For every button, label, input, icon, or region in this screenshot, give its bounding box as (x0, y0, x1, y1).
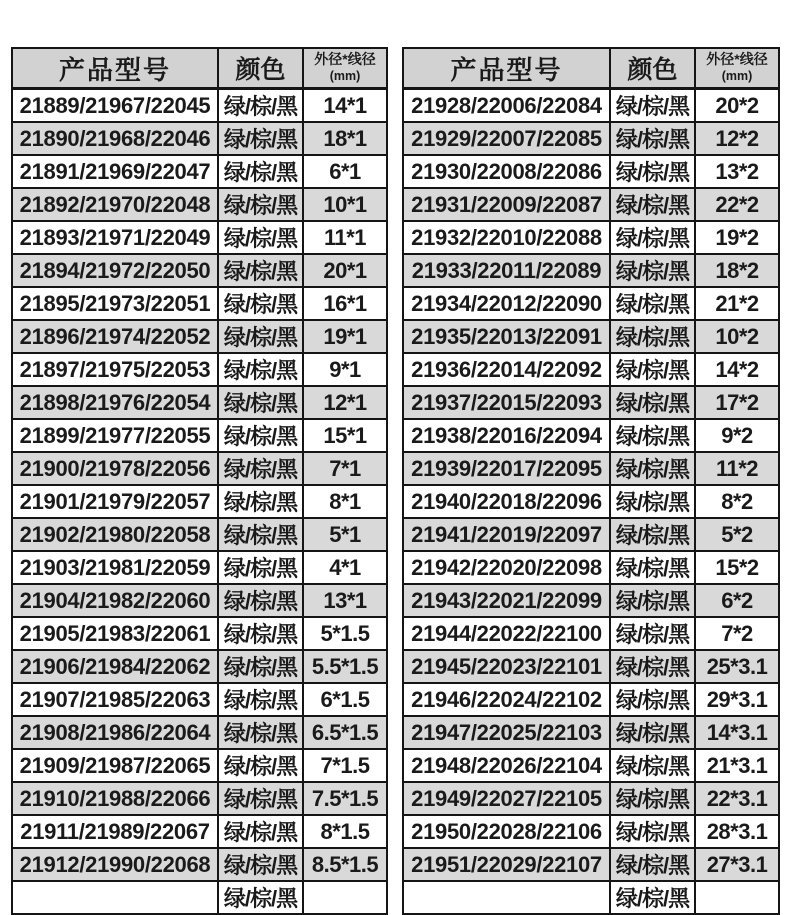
table-row (403, 650, 779, 683)
model-cell: 21936/22014/22092 (403, 353, 610, 386)
size-cell: 25*3.1 (695, 650, 779, 683)
color-cell: 绿/棕/黑 (610, 518, 695, 551)
table-row (12, 848, 387, 881)
size-cell: 14*2 (695, 353, 779, 386)
header-product-model: 产品型号 (12, 48, 218, 89)
model-cell: 21938/22016/22094 (403, 419, 610, 452)
size-cell: 11*1 (303, 221, 387, 254)
size-cell: 12*1 (303, 386, 387, 419)
color-cell: 绿/棕/黑 (218, 353, 303, 386)
color-cell: 绿/棕/黑 (610, 749, 695, 782)
size-cell: 9*2 (695, 419, 779, 452)
table-row (12, 89, 387, 123)
color-cell: 绿/棕/黑 (218, 518, 303, 551)
color-cell: 绿/棕/黑 (218, 881, 303, 914)
table-row (403, 188, 779, 221)
model-cell: 21900/21978/22056 (12, 452, 218, 485)
table-row (12, 782, 387, 815)
table-row (12, 617, 387, 650)
size-cell: 19*2 (695, 221, 779, 254)
size-cell: 28*3.1 (695, 815, 779, 848)
model-cell: 21912/21990/22068 (12, 848, 218, 881)
size-cell: 27*3.1 (695, 848, 779, 881)
color-cell: 绿/棕/黑 (218, 584, 303, 617)
size-cell: 10*1 (303, 188, 387, 221)
size-cell: 13*2 (695, 155, 779, 188)
size-cell: 7*2 (695, 617, 779, 650)
color-cell: 绿/棕/黑 (610, 122, 695, 155)
color-cell: 绿/棕/黑 (610, 452, 695, 485)
model-cell: 21899/21977/22055 (12, 419, 218, 452)
table-row (403, 518, 779, 551)
color-cell: 绿/棕/黑 (218, 221, 303, 254)
color-cell: 绿/棕/黑 (610, 617, 695, 650)
table-row (403, 155, 779, 188)
header-color: 颜色 (610, 48, 695, 89)
color-cell: 绿/棕/黑 (610, 419, 695, 452)
color-cell: 绿/棕/黑 (610, 221, 695, 254)
table-row (12, 749, 387, 782)
model-cell: 21940/22018/22096 (403, 485, 610, 518)
model-cell: 21928/22006/22084 (403, 89, 610, 123)
model-cell: 21910/21988/22066 (12, 782, 218, 815)
table-row (403, 815, 779, 848)
size-cell: 14*3.1 (695, 716, 779, 749)
model-cell: 21939/22017/22095 (403, 452, 610, 485)
color-cell: 绿/棕/黑 (610, 584, 695, 617)
size-cell: 6.5*1.5 (303, 716, 387, 749)
color-cell: 绿/棕/黑 (218, 89, 303, 123)
size-cell: 8*1.5 (303, 815, 387, 848)
table-row (403, 749, 779, 782)
color-cell: 绿/棕/黑 (610, 320, 695, 353)
color-cell: 绿/棕/黑 (610, 155, 695, 188)
color-cell: 绿/棕/黑 (218, 122, 303, 155)
model-cell: 21895/21973/22051 (12, 287, 218, 320)
color-cell: 绿/棕/黑 (610, 386, 695, 419)
model-cell: 21948/22026/22104 (403, 749, 610, 782)
table-row (12, 419, 387, 452)
header-row (403, 48, 779, 89)
color-cell: 绿/棕/黑 (218, 749, 303, 782)
model-cell: 21905/21983/22061 (12, 617, 218, 650)
header-color: 颜色 (218, 48, 303, 89)
table-row (403, 782, 779, 815)
color-cell: 绿/棕/黑 (218, 419, 303, 452)
color-cell: 绿/棕/黑 (218, 716, 303, 749)
color-cell: 绿/棕/黑 (218, 386, 303, 419)
color-cell: 绿/棕/黑 (610, 716, 695, 749)
size-cell: 13*1 (303, 584, 387, 617)
size-cell: 22*3.1 (695, 782, 779, 815)
size-cell (303, 881, 387, 914)
size-cell: 16*1 (303, 287, 387, 320)
table-row (12, 386, 387, 419)
size-cell: 7*1 (303, 452, 387, 485)
model-cell: 21935/22013/22091 (403, 320, 610, 353)
model-cell: 21897/21975/22053 (12, 353, 218, 386)
color-cell: 绿/棕/黑 (610, 353, 695, 386)
color-cell: 绿/棕/黑 (610, 815, 695, 848)
size-cell: 22*2 (695, 188, 779, 221)
color-cell: 绿/棕/黑 (610, 188, 695, 221)
table-row (12, 155, 387, 188)
table-row (12, 716, 387, 749)
color-cell: 绿/棕/黑 (610, 485, 695, 518)
color-cell: 绿/棕/黑 (218, 485, 303, 518)
size-cell: 21*3.1 (695, 749, 779, 782)
header-od-wire-diameter (303, 48, 387, 89)
color-cell: 绿/棕/黑 (218, 551, 303, 584)
table-row (12, 122, 387, 155)
color-cell: 绿/棕/黑 (610, 89, 695, 123)
color-cell: 绿/棕/黑 (218, 848, 303, 881)
model-cell: 21906/21984/22062 (12, 650, 218, 683)
size-cell: 5.5*1.5 (303, 650, 387, 683)
model-cell: 21950/22028/22106 (403, 815, 610, 848)
model-cell: 21908/21986/22064 (12, 716, 218, 749)
size-cell: 8.5*1.5 (303, 848, 387, 881)
table-row (12, 353, 387, 386)
model-cell: 21930/22008/22086 (403, 155, 610, 188)
model-cell: 21896/21974/22052 (12, 320, 218, 353)
table-row (12, 188, 387, 221)
table-row (403, 89, 779, 123)
model-cell: 21944/22022/22100 (403, 617, 610, 650)
color-cell: 绿/棕/黑 (610, 287, 695, 320)
color-cell: 绿/棕/黑 (610, 782, 695, 815)
table-row (403, 254, 779, 287)
table-row (403, 485, 779, 518)
table-row (12, 815, 387, 848)
table-row (12, 584, 387, 617)
size-cell: 18*2 (695, 254, 779, 287)
table-row (403, 320, 779, 353)
spec-table-right (402, 47, 780, 915)
model-cell (403, 881, 610, 914)
model-cell: 21951/22029/22107 (403, 848, 610, 881)
model-cell: 21946/22024/22102 (403, 683, 610, 716)
color-cell: 绿/棕/黑 (610, 254, 695, 287)
table-row (403, 353, 779, 386)
model-cell: 21932/22010/22088 (403, 221, 610, 254)
color-cell: 绿/棕/黑 (610, 650, 695, 683)
table-row (403, 122, 779, 155)
model-cell: 21892/21970/22048 (12, 188, 218, 221)
model-cell: 21949/22027/22105 (403, 782, 610, 815)
table-row (12, 254, 387, 287)
table-body-left (12, 89, 387, 915)
size-cell: 20*2 (695, 89, 779, 123)
header-product-model: 产品型号 (403, 48, 610, 89)
color-cell: 绿/棕/黑 (610, 683, 695, 716)
size-cell: 10*2 (695, 320, 779, 353)
model-cell: 21945/22023/22101 (403, 650, 610, 683)
size-cell: 15*1 (303, 419, 387, 452)
model-cell: 21889/21967/22045 (12, 89, 218, 123)
header-size-label: 外径*线径 (706, 51, 768, 68)
size-cell: 15*2 (695, 551, 779, 584)
color-cell: 绿/棕/黑 (218, 782, 303, 815)
size-cell: 7.5*1.5 (303, 782, 387, 815)
model-cell: 21891/21969/22047 (12, 155, 218, 188)
size-cell (695, 881, 779, 914)
header-size-unit: (mm) (329, 68, 361, 83)
table-row (403, 419, 779, 452)
size-cell: 8*1 (303, 485, 387, 518)
model-cell (12, 881, 218, 914)
table-row (403, 551, 779, 584)
size-cell: 6*2 (695, 584, 779, 617)
model-cell: 21934/22012/22090 (403, 287, 610, 320)
size-cell: 7*1.5 (303, 749, 387, 782)
table-row (12, 485, 387, 518)
model-cell: 21941/22019/22097 (403, 518, 610, 551)
table-row (403, 716, 779, 749)
table-header (12, 48, 387, 89)
model-cell: 21902/21980/22058 (12, 518, 218, 551)
table-row (403, 617, 779, 650)
size-cell: 11*2 (695, 452, 779, 485)
table-row (403, 221, 779, 254)
size-cell: 14*1 (303, 89, 387, 123)
model-cell: 21903/21981/22059 (12, 551, 218, 584)
size-cell: 4*1 (303, 551, 387, 584)
header-od-wire-diameter (695, 48, 779, 89)
color-cell: 绿/棕/黑 (218, 650, 303, 683)
size-cell: 5*2 (695, 518, 779, 551)
color-cell: 绿/棕/黑 (218, 683, 303, 716)
table-row (12, 287, 387, 320)
model-cell: 21904/21982/22060 (12, 584, 218, 617)
size-cell: 29*3.1 (695, 683, 779, 716)
model-cell: 21929/22007/22085 (403, 122, 610, 155)
model-cell: 21947/22025/22103 (403, 716, 610, 749)
model-cell: 21933/22011/22089 (403, 254, 610, 287)
model-cell: 21942/22020/22098 (403, 551, 610, 584)
model-cell: 21909/21987/22065 (12, 749, 218, 782)
model-cell: 21931/22009/22087 (403, 188, 610, 221)
table-row (12, 650, 387, 683)
table-row (403, 683, 779, 716)
color-cell: 绿/棕/黑 (218, 254, 303, 287)
table-row (403, 287, 779, 320)
table-row (403, 584, 779, 617)
color-cell: 绿/棕/黑 (218, 188, 303, 221)
table-row (12, 320, 387, 353)
table-row (12, 518, 387, 551)
size-cell: 17*2 (695, 386, 779, 419)
table-row (12, 452, 387, 485)
color-cell: 绿/棕/黑 (218, 452, 303, 485)
table-row (403, 386, 779, 419)
color-cell: 绿/棕/黑 (610, 848, 695, 881)
size-cell: 21*2 (695, 287, 779, 320)
color-cell: 绿/棕/黑 (218, 320, 303, 353)
color-cell: 绿/棕/黑 (218, 617, 303, 650)
size-cell: 20*1 (303, 254, 387, 287)
spec-table-left (11, 47, 388, 915)
table-header (403, 48, 779, 89)
table-row (403, 848, 779, 881)
model-cell: 21890/21968/22046 (12, 122, 218, 155)
model-cell: 21894/21972/22050 (12, 254, 218, 287)
table-row (12, 221, 387, 254)
table-row (403, 881, 779, 914)
model-cell: 21907/21985/22063 (12, 683, 218, 716)
table-row (403, 452, 779, 485)
size-cell: 5*1.5 (303, 617, 387, 650)
color-cell: 绿/棕/黑 (610, 881, 695, 914)
color-cell: 绿/棕/黑 (218, 155, 303, 188)
size-cell: 6*1 (303, 155, 387, 188)
model-cell: 21893/21971/22049 (12, 221, 218, 254)
size-cell: 6*1.5 (303, 683, 387, 716)
header-row (12, 48, 387, 89)
model-cell: 21901/21979/22057 (12, 485, 218, 518)
size-cell: 9*1 (303, 353, 387, 386)
color-cell: 绿/棕/黑 (218, 287, 303, 320)
model-cell: 21911/21989/22067 (12, 815, 218, 848)
size-cell: 8*2 (695, 485, 779, 518)
table-row (12, 683, 387, 716)
size-cell: 5*1 (303, 518, 387, 551)
table-body-right (403, 89, 779, 915)
table-row (12, 881, 387, 914)
header-size-unit: (mm) (721, 68, 753, 83)
table-row (12, 551, 387, 584)
color-cell: 绿/棕/黑 (610, 551, 695, 584)
color-cell: 绿/棕/黑 (218, 815, 303, 848)
size-cell: 18*1 (303, 122, 387, 155)
model-cell: 21937/22015/22093 (403, 386, 610, 419)
size-cell: 19*1 (303, 320, 387, 353)
size-cell: 12*2 (695, 122, 779, 155)
header-size-label: 外径*线径 (314, 51, 376, 68)
model-cell: 21943/22021/22099 (403, 584, 610, 617)
model-cell: 21898/21976/22054 (12, 386, 218, 419)
